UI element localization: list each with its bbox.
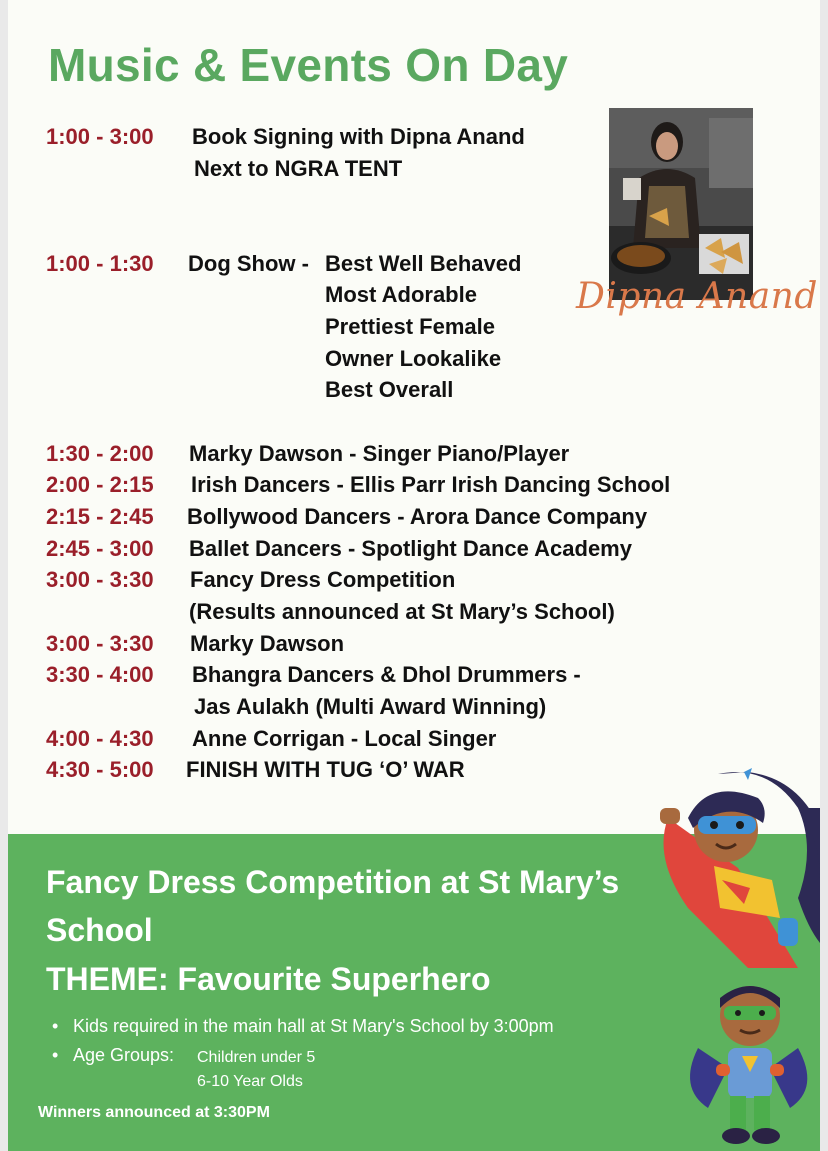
flyer-page: [8, 0, 820, 1151]
schedule-event-detail: Jas Aulakh (Multi Award Winning): [194, 694, 547, 719]
schedule-time: 4:00 - 4:30: [46, 726, 154, 751]
bullet-item: Age Groups:: [73, 1045, 175, 1065]
schedule-time: 2:45 - 3:00: [46, 536, 154, 561]
superhero-girl-illustration: [648, 768, 820, 973]
schedule-time: 3:00 - 3:30: [46, 631, 154, 656]
schedule-event: Dog Show -: [188, 251, 309, 276]
fancy-dress-theme: THEME: Favourite Superhero: [46, 961, 491, 997]
bullet-item: Kids required in the main hall at St Mary's School by 3:00pm: [73, 1016, 554, 1036]
schedule-event: Marky Dawson - Singer Piano/Player: [189, 441, 570, 466]
schedule-time: 1:00 - 3:00: [46, 124, 154, 149]
schedule-event: Ballet Dancers - Spotlight Dance Academy: [189, 536, 632, 561]
schedule-time: 2:00 - 2:15: [46, 472, 154, 497]
age-group: 6-10 Year Olds: [197, 1073, 303, 1090]
dog-show-category: Best Overall: [325, 377, 454, 402]
schedule-event-detail: Next to NGRA TENT: [194, 156, 403, 181]
bullet-dot: •: [52, 1045, 59, 1065]
schedule-time: 4:30 - 5:00: [46, 757, 154, 782]
schedule-event: Book Signing with Dipna Anand: [192, 124, 525, 149]
schedule-time: 1:30 - 2:00: [46, 441, 154, 466]
schedule-time: 3:30 - 4:00: [46, 662, 154, 687]
winners-note: Winners announced at 3:30PM: [38, 1104, 270, 1121]
schedule-event: Fancy Dress Competition: [190, 567, 456, 592]
schedule-event: Bhangra Dancers & Dhol Drummers -: [192, 662, 581, 687]
signature: Dipna Anand: [576, 276, 818, 317]
dog-show-category: Best Well Behaved: [325, 251, 522, 276]
age-group: Children under 5: [197, 1049, 316, 1066]
schedule-event: FINISH WITH TUG ‘O’ WAR: [186, 757, 465, 782]
page-title: Music & Events On Day: [48, 39, 569, 91]
schedule-time: 2:15 - 2:45: [46, 504, 154, 529]
fancy-dress-heading-line2: School: [46, 912, 153, 948]
schedule-time: 3:00 - 3:30: [46, 567, 154, 592]
schedule-event: Anne Corrigan - Local Singer: [192, 726, 497, 751]
schedule-event-detail: (Results announced at St Mary’s School): [189, 599, 615, 624]
superhero-boy-illustration: [678, 978, 820, 1151]
schedule-event: Marky Dawson: [190, 631, 345, 656]
dog-show-category: Owner Lookalike: [325, 346, 502, 371]
schedule-event: Bollywood Dancers - Arora Dance Company: [187, 504, 648, 529]
schedule-event: Irish Dancers - Ellis Parr Irish Dancing School: [191, 472, 671, 497]
fancy-dress-heading: Fancy Dress Competition at St Mary’s: [46, 864, 620, 900]
chef-photo: [609, 108, 753, 300]
dog-show-category: Most Adorable: [325, 282, 477, 307]
schedule-time: 1:00 - 1:30: [46, 251, 154, 276]
bullet-dot: •: [52, 1016, 59, 1036]
dog-show-category: Prettiest Female: [325, 314, 495, 339]
